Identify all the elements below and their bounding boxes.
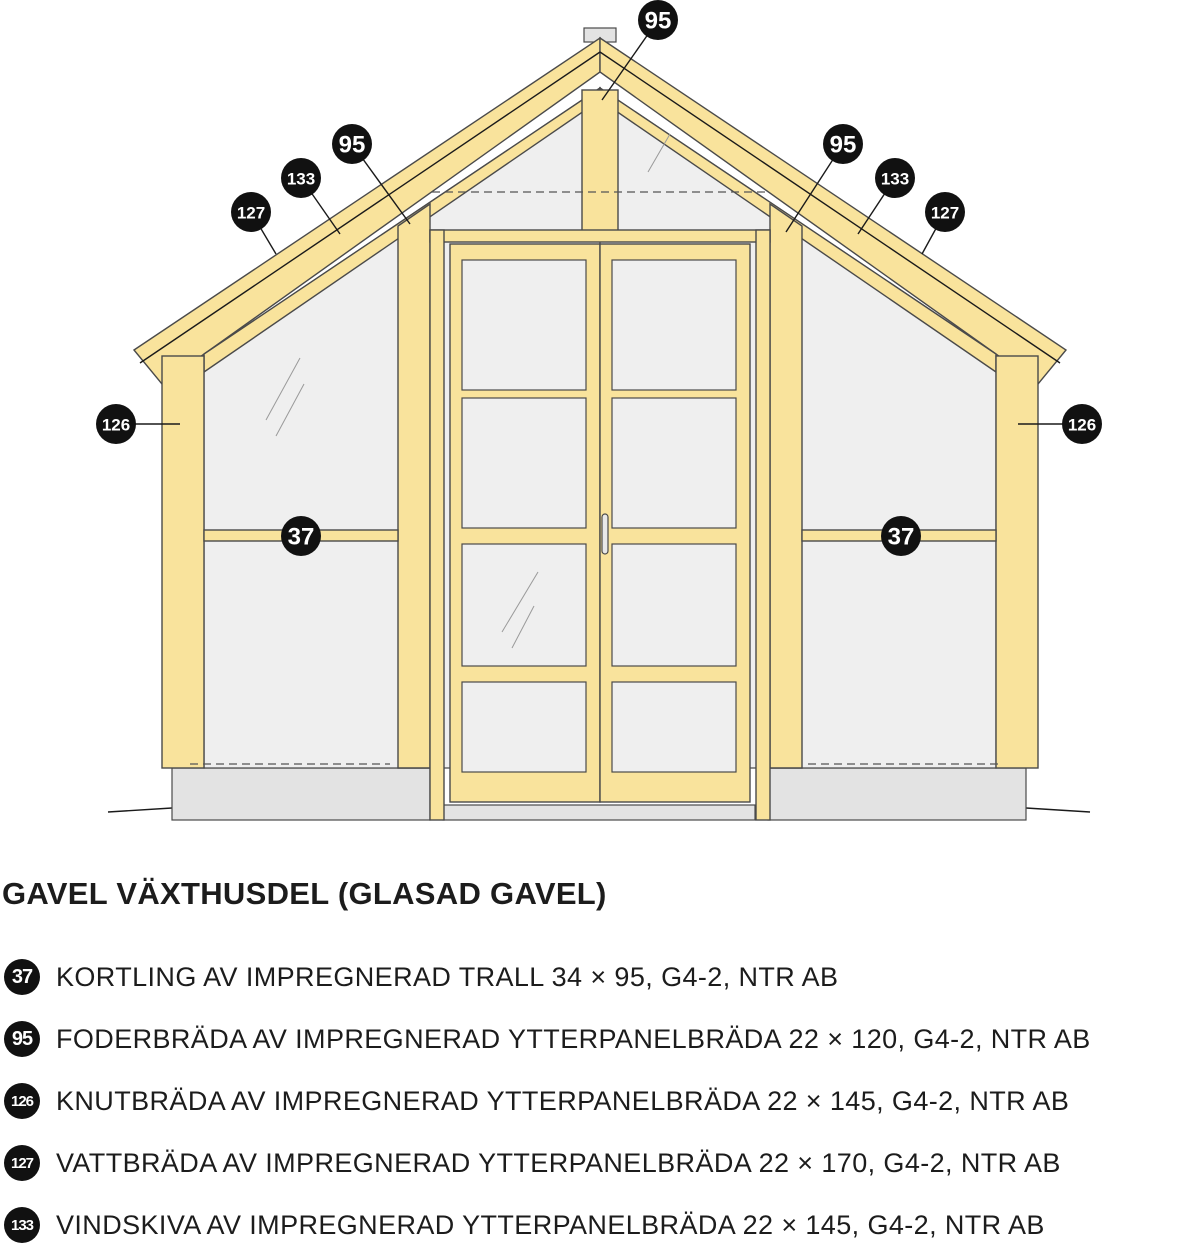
- svg-text:133: 133: [286, 169, 316, 189]
- callout-127-right: [925, 192, 965, 232]
- svg-text:95: 95: [829, 131, 857, 159]
- legend-item: [4, 946, 1091, 1008]
- door-frame-top: [430, 230, 770, 242]
- ground-line-left: [108, 808, 172, 812]
- svg-text:95: 95: [644, 7, 672, 35]
- svg-text:127: 127: [236, 203, 266, 223]
- legend-badge: 37: [4, 959, 40, 995]
- door-side-board-right: [770, 204, 802, 768]
- door-leaf-left: [450, 244, 600, 802]
- callout-95-left: [332, 124, 372, 164]
- svg-text:37: 37: [287, 523, 315, 551]
- corner-board-right: [996, 356, 1038, 768]
- legend-list: [4, 946, 1091, 1256]
- legend-text: VINDSKIVA AV IMPREGNERAD YTTERPANELBRÄDA 22 × 145, G4-2, NTR AB: [56, 1209, 1045, 1240]
- svg-text:126: 126: [1067, 415, 1097, 435]
- corner-board-left: [162, 356, 204, 768]
- callout-37-left: [281, 516, 321, 556]
- legend-badge: 127: [4, 1145, 40, 1181]
- legend-item: [4, 1070, 1091, 1132]
- callout-127-left: [231, 192, 271, 232]
- svg-text:126: 126: [101, 415, 131, 435]
- door-frame-right: [756, 230, 770, 820]
- door-frame-left: [430, 230, 444, 820]
- legend-badge: 95: [4, 1021, 40, 1057]
- legend-badge: 133: [4, 1207, 40, 1243]
- legend-text: KNUTBRÄDA AV IMPREGNERAD YTTERPANELBRÄDA 22 × 145, G4-2, NTR AB: [56, 1085, 1070, 1116]
- legend-item: [4, 1008, 1091, 1070]
- callout-37-right: [881, 516, 921, 556]
- door-handle: [602, 514, 608, 554]
- legend-text: KORTLING AV IMPREGNERAD TRALL 34 × 95, G4-2, NTR AB: [56, 961, 839, 992]
- callout-126-left: [96, 404, 136, 444]
- legend-badge: 126: [4, 1083, 40, 1119]
- door-threshold: [443, 805, 755, 820]
- legend-item: [4, 1194, 1091, 1256]
- callout-95-ridge: [638, 0, 678, 40]
- foundation-left: [172, 768, 430, 820]
- foundation-right: [768, 768, 1026, 820]
- callout-95-right: [823, 124, 863, 164]
- svg-text:95: 95: [338, 131, 366, 159]
- callout-126-right: [1062, 404, 1102, 444]
- svg-text:127: 127: [930, 203, 960, 223]
- callout-133-right: [875, 158, 915, 198]
- center-post: [582, 90, 618, 240]
- legend-text: FODERBRÄDA AV IMPREGNERAD YTTERPANELBRÄDA 22 × 120, G4-2, NTR AB: [56, 1023, 1091, 1054]
- legend-item: [4, 1132, 1091, 1194]
- ground-line-right: [1026, 808, 1090, 812]
- door-leaf-right: [600, 244, 750, 802]
- legend-text: VATTBRÄDA AV IMPREGNERAD YTTERPANELBRÄDA 22 × 170, G4-2, NTR AB: [56, 1147, 1061, 1178]
- svg-text:133: 133: [880, 169, 910, 189]
- caption-title: GAVEL VÄXTHUSDEL (GLASAD GAVEL): [2, 876, 607, 911]
- door-side-board-left: [398, 204, 430, 768]
- svg-text:37: 37: [887, 523, 915, 551]
- callout-133-left: [281, 158, 321, 198]
